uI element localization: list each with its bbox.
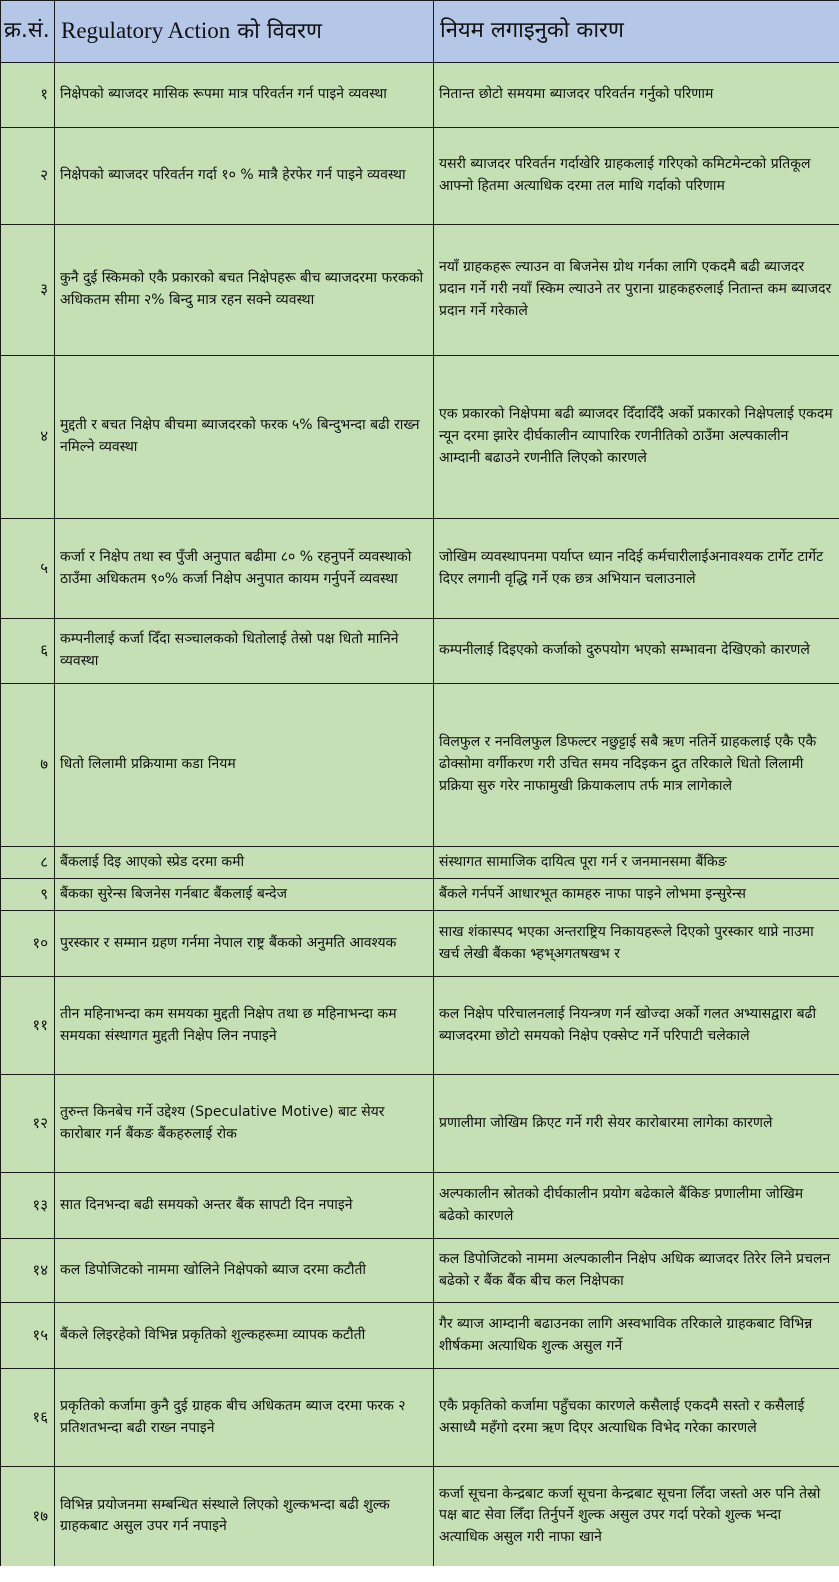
action-description-cell: निक्षेपको ब्याजदर मासिक रूपमा मात्र परिवर्तन गर्न पाइने व्यवस्था xyxy=(55,63,434,128)
serial-number-cell: १७ xyxy=(1,1467,55,1566)
serial-number-cell: १४ xyxy=(1,1239,55,1303)
serial-number-cell: १५ xyxy=(1,1303,55,1369)
action-description-cell: सात दिनभन्दा बढी समयको अन्तर बैंक सापटी दिन नपाइने xyxy=(55,1173,434,1239)
reason-cell: नयाँ ग्राहकहरू ल्याउन वा बिजनेस ग्रोथ गर्नका लागि एकदमै बढी ब्याजदर प्रदान गर्ने गरी नयाँ स्किम ल्याउने तर पुराना ग्राहकहरुलाई नितान्त कम ब्याजदर प्रदान गर्ने गरेकाले xyxy=(434,225,839,356)
header-action-description xyxy=(55,1,434,63)
reason-cell: एक प्रकारको निक्षेपमा बढी ब्याजदर दिँदादिँदै अर्को प्रकारको निक्षेपलाई एकदम न्यून दरमा झारेर दीर्घकालीन व्यापारिक रणनीतिको ठाउँमा अल्पकालीन आम्दानी बढाउने रणनीति लिएको कारणले xyxy=(434,356,839,519)
serial-number-cell: १६ xyxy=(1,1369,55,1467)
table-row xyxy=(1,879,839,911)
serial-number-cell: १२ xyxy=(1,1075,55,1173)
reason-cell: कर्जा सूचना केन्द्रबाट कर्जा सूचना केन्द्रबाट सूचना लिँदा जस्तो अरु पनि तेस्रो पक्ष बाट सेवा लिँदा तिर्नुपर्ने शुल्क असुल उपर गर्दा परेको शुल्क भन्दा अत्याधिक असुल गरी नाफा खाने xyxy=(434,1467,839,1566)
table-row xyxy=(1,63,839,128)
table-row xyxy=(1,977,839,1075)
reason-cell: नितान्त छोटो समयमा ब्याजदर परिवर्तन गर्नुको परिणाम xyxy=(434,63,839,128)
serial-number-cell: १३ xyxy=(1,1173,55,1239)
table-body xyxy=(1,63,839,1566)
header-serial-number: क्र.सं. xyxy=(1,1,55,63)
action-description-cell: मुद्दती र बचत निक्षेप बीचमा ब्याजदरको फरक ५% बिन्दुभन्दा बढी राख्न नमिल्ने व्यवस्था xyxy=(55,356,434,519)
table-header xyxy=(1,1,839,63)
serial-number-cell: ६ xyxy=(1,619,55,684)
header-action-description-rest: को विवरण xyxy=(230,19,322,45)
reason-cell: कल डिपोजिटको नाममा अल्पकालीन निक्षेप अधिक ब्याजदर तिरेर लिने प्रचलन बढेको र बैंक बैंक बीच कल निक्षेपका xyxy=(434,1239,839,1303)
serial-number-cell: ३ xyxy=(1,225,55,356)
table-row xyxy=(1,619,839,684)
action-description-cell: तुरुन्त किनबेच गर्ने उद्देश्य (Speculative Motive) बाट सेयर कारोबार गर्न बैंकङ बैंकहरुलाई रोक xyxy=(55,1075,434,1173)
action-description-cell: निक्षेपको ब्याजदर परिवर्तन गर्दा १० % मात्रै हेरफेर गर्न पाइने व्यवस्था xyxy=(55,128,434,225)
serial-number-cell: ९ xyxy=(1,879,55,911)
table-row xyxy=(1,519,839,619)
reason-cell: विलफुल र ननविलफुल डिफल्टर नछुट्टाई सबै ऋण नतिर्ने ग्राहकलाई एकै एकै ढोक्सोमा वर्गीकरण गरी उचित समय नदिइकन द्रुत तरिकाले धितो लिलामी प्रक्रिया सुरु गरेर नाफामुखी क्रियाकलाप तर्फ मात्र लागेकाले xyxy=(434,684,839,847)
serial-number-cell: ४ xyxy=(1,356,55,519)
reason-cell: गैर ब्याज आम्दानी बढाउनका लागि अस्वभाविक तरिकाले ग्राहकबाट विभिन्न शीर्षकमा अत्याधिक शुल्क असुल गर्ने xyxy=(434,1303,839,1369)
table-row xyxy=(1,684,839,847)
reason-cell: जोखिम व्यवस्थापनमा पर्याप्त ध्यान नदिई कर्मचारीलाईअनावश्यक टार्गेट टार्गेट दिएर लगानी वृद्धि गर्ने एक छत्र अभियान चलाउनाले xyxy=(434,519,839,619)
serial-number-cell: ७ xyxy=(1,684,55,847)
action-description-cell: धितो लिलामी प्रक्रियामा कडा नियम xyxy=(55,684,434,847)
reason-cell: संस्थागत सामाजिक दायित्व पूरा गर्न र जनमानसमा बैंकिङ xyxy=(434,847,839,879)
action-description-cell: प्रकृतिको कर्जामा कुनै दुई ग्राहक बीच अधिकतम ब्याज दरमा फरक २ प्रतिशतभन्दा बढी राख्न नपाइने xyxy=(55,1369,434,1467)
table-row xyxy=(1,1467,839,1566)
table-row xyxy=(1,356,839,519)
action-description-cell: बैंकका सुरेन्स बिजनेस गर्नबाट बैंकलाई बन्देज xyxy=(55,879,434,911)
reason-cell: प्रणालीमा जोखिम क्रिएट गर्ने गरी सेयर कारोबारमा लागेका कारणले xyxy=(434,1075,839,1173)
serial-number-cell: ११ xyxy=(1,977,55,1075)
table-row xyxy=(1,847,839,879)
action-description-cell: बैंकलाई दिइ आएको स्प्रेड दरमा कमी xyxy=(55,847,434,879)
serial-number-cell: १० xyxy=(1,911,55,977)
table-row xyxy=(1,128,839,225)
serial-number-cell: ५ xyxy=(1,519,55,619)
action-description-cell: कुनै दुई स्किमको एकै प्रकारको बचत निक्षेपहरू बीच ब्याजदरमा फरकको अधिकतम सीमा २% बिन्दु मात्र रहन सक्ने व्यवस्था xyxy=(55,225,434,356)
header-row xyxy=(1,1,839,63)
header-reason: नियम लगाइनुको कारण xyxy=(434,1,839,63)
serial-number-cell: २ xyxy=(1,128,55,225)
header-action-description-latin: Regulatory Action xyxy=(61,18,231,44)
reason-cell: अल्पकालीन स्रोतको दीर्घकालीन प्रयोग बढेकाले बैंकिङ प्रणालीमा जोखिम बढेको कारणले xyxy=(434,1173,839,1239)
reason-cell: कल निक्षेप परिचालनलाई नियन्त्रण गर्न खोज्दा अर्को गलत अभ्यासद्वारा बढी ब्याजदरमा छोटो समयको निक्षेप एक्सेप्ट गर्ने परिपाटी चलेकाले xyxy=(434,977,839,1075)
reason-cell: साख शंकास्पद भएका अन्तराष्ट्रिय निकायहरूले दिएको पुरस्कार थाप्ने नाउमा खर्च लेखी बैंकका भ्हभ्अगतषखभ र xyxy=(434,911,839,977)
serial-number-cell: १ xyxy=(1,63,55,128)
table-row xyxy=(1,1075,839,1173)
action-description-cell: कर्जा र निक्षेप तथा स्व पुँजी अनुपात बढीमा ८० % रहनुपर्ने व्यवस्थाको ठाउँमा अधिकतम ९०% कर्जा निक्षेप अनुपात कायम गर्नुपर्ने व्यवस्था xyxy=(55,519,434,619)
action-description-cell: विभिन्न प्रयोजनमा सम्बन्धित संस्थाले लिएको शुल्कभन्दा बढी शुल्क ग्राहकबाट असुल उपर गर्न नपाइने xyxy=(55,1467,434,1566)
serial-number-cell: ८ xyxy=(1,847,55,879)
action-description-cell: पुरस्कार र सम्मान ग्रहण गर्नमा नेपाल राष्ट्र बैंकको अनुमति आवश्यक xyxy=(55,911,434,977)
table-row xyxy=(1,1369,839,1467)
action-description-cell: बैंकले लिइरहेको विभिन्न प्रकृतिको शुल्कहरूमा व्यापक कटौती xyxy=(55,1303,434,1369)
action-description-cell: कल डिपोजिटको नाममा खोलिने निक्षेपको ब्याज दरमा कटौती xyxy=(55,1239,434,1303)
table-row xyxy=(1,1173,839,1239)
table-row xyxy=(1,225,839,356)
reason-cell: कम्पनीलाई दिइएको कर्जाको दुरुपयोग भएको सम्भावना देखिएको कारणले xyxy=(434,619,839,684)
table-row xyxy=(1,911,839,977)
action-description-cell: कम्पनीलाई कर्जा दिँदा सञ्चालकको धितोलाई तेस्रो पक्ष धितो मानिने व्यवस्था xyxy=(55,619,434,684)
action-description-cell: तीन महिनाभन्दा कम समयका मुद्दती निक्षेप तथा छ महिनाभन्दा कम समयका संस्थागत मुद्दती निक्षेप लिन नपाइने xyxy=(55,977,434,1075)
table-row xyxy=(1,1239,839,1303)
reason-cell: यसरी ब्याजदर परिवर्तन गर्दाखेरि ग्राहकलाई गरिएको कमिटमेन्टको प्रतिकूल आफ्नो हितमा अत्याधिक दरमा तल माथि गर्दाको परिणाम xyxy=(434,128,839,225)
reason-cell: बैंकले गर्नपर्ने आधारभूत कामहरु नाफा पाइने लोभमा इन्सुरेन्स xyxy=(434,879,839,911)
table-row xyxy=(1,1303,839,1369)
reason-cell: एकै प्रकृतिको कर्जामा पहुँचका कारणले कसैलाई एकदमै सस्तो र कसैलाई असाध्यै महँगो दरमा ऋण दिएर अत्याधिक विभेद गरेका कारणले xyxy=(434,1369,839,1467)
